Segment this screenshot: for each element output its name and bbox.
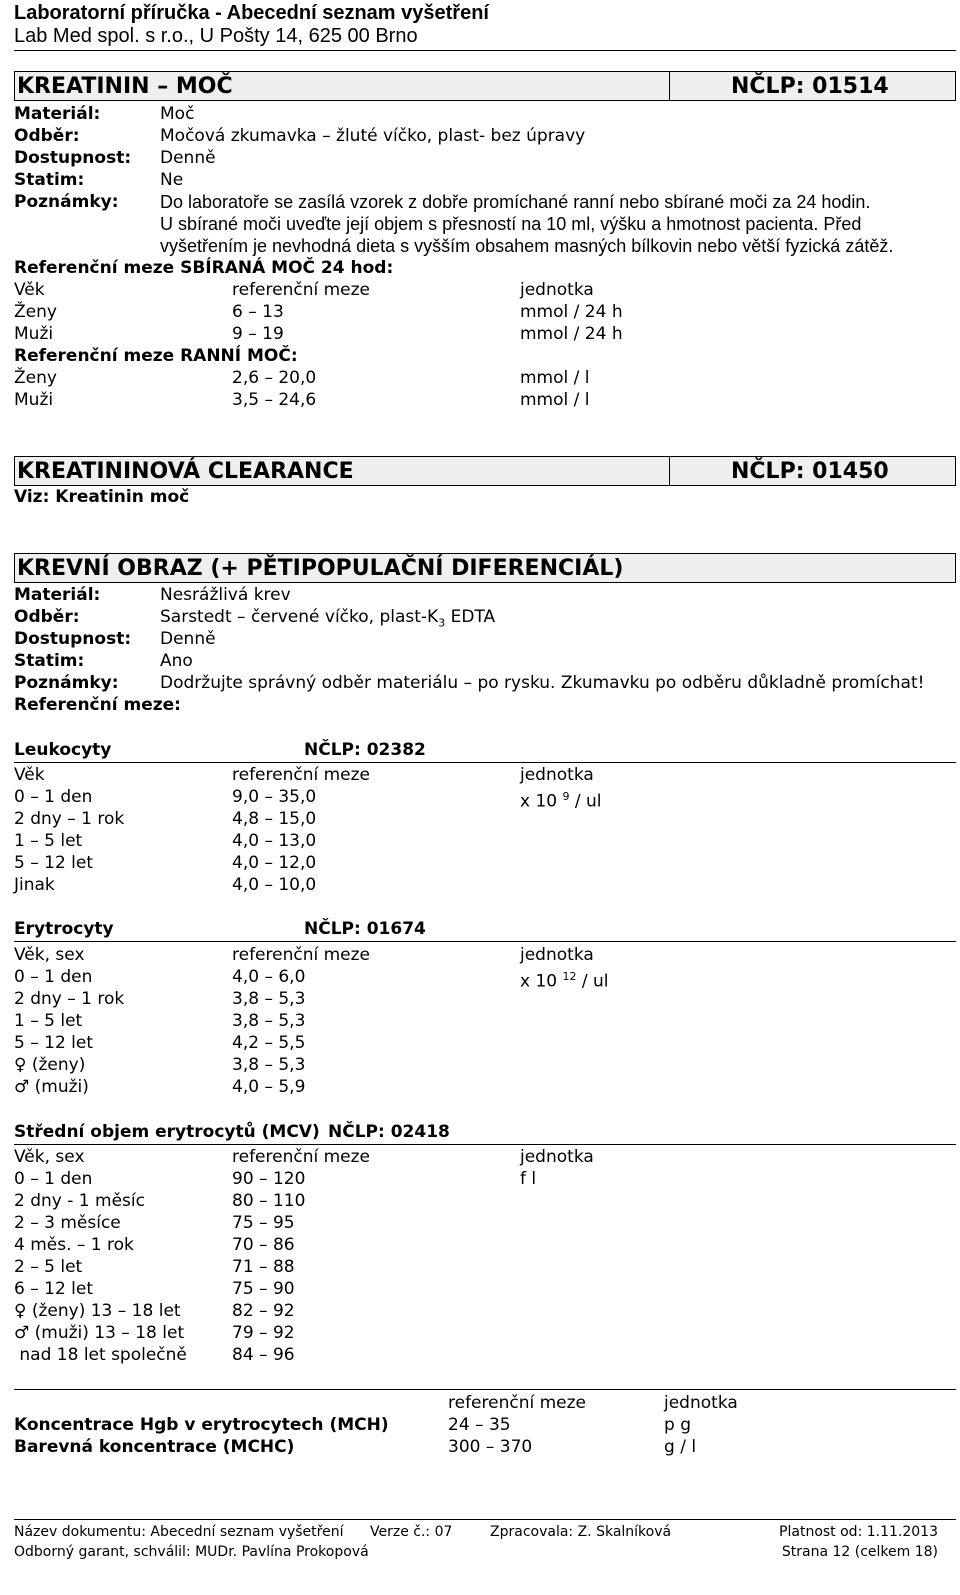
field-value: Moč <box>160 104 195 124</box>
section-title: KREATININ – MOČ <box>17 74 233 99</box>
table-cell: 5 – 12 let <box>14 853 94 873</box>
field-label: Statim: <box>14 170 85 190</box>
field-label: Materiál: <box>14 104 101 124</box>
field-value: Nesrážlivá krev <box>160 585 291 605</box>
section-header-kreatinin <box>14 71 956 101</box>
col-header: jednotka <box>520 280 594 300</box>
table-cell: Muži <box>14 324 54 344</box>
table-cell: 3,8 – 5,3 <box>232 1055 306 1075</box>
ref-label: Referenční meze: <box>14 695 181 715</box>
table-cell: 82 – 92 <box>232 1301 295 1321</box>
table-cell: 2 dny - 1 měsíc <box>14 1191 145 1211</box>
notes-label: Poznámky: <box>14 192 119 212</box>
table-cell: 3,5 – 24,6 <box>232 390 317 410</box>
field-label: Odběr: <box>14 607 80 627</box>
table-cell: 1 – 5 let <box>14 1011 83 1031</box>
unit-cell: x 10 $^9$ / ul <box>520 790 602 812</box>
table-cell: Ženy <box>14 302 57 322</box>
table-cell: 9 – 19 <box>232 324 284 344</box>
footer-author: Zpracovala: Z. Skalníková <box>490 1524 672 1540</box>
col-header: jednotka <box>520 945 594 965</box>
table-cell: 4,0 – 12,0 <box>232 853 317 873</box>
table-cell: Jinak <box>14 875 55 895</box>
field-value: Denně <box>160 148 216 168</box>
col-header: referenční meze <box>232 765 371 785</box>
table-cell: 75 – 90 <box>232 1279 295 1299</box>
field-value: Ano <box>160 651 193 671</box>
table-cell: 2 – 5 let <box>14 1257 83 1277</box>
analyte-name: Barevná koncentrace (MCHC) <box>14 1437 295 1457</box>
section-divider <box>669 457 670 485</box>
col-header: jednotka <box>520 765 594 785</box>
table-cell: 84 – 96 <box>232 1345 295 1365</box>
table-cell: 4,0 – 6,0 <box>232 967 306 987</box>
table-cell: 0 – 1 den <box>14 967 93 987</box>
analyte-name: Leukocyty <box>14 740 112 760</box>
table-cell: 2 dny – 1 rok <box>14 989 125 1009</box>
col-header: jednotka <box>664 1393 738 1413</box>
unit-cell: x 10 $^{12}$ / ul <box>520 970 609 992</box>
table-cell: ♂ (muži) <box>14 1077 89 1097</box>
nclp-code: NČLP: 01514 <box>731 74 889 99</box>
section-header-clearance <box>14 456 956 486</box>
header-divider <box>14 50 956 51</box>
notes-line: U sbírané moči uveďte její objem s přesností na 10 ml, výšku a hmotnost pacienta. Před <box>160 214 862 234</box>
footer-valid-from: Platnost od: 1.11.2013 <box>779 1524 938 1540</box>
col-header: Věk <box>14 765 45 785</box>
ref-title: Referenční meze RANNÍ MOČ: <box>14 346 298 366</box>
section-header-krevni-obraz <box>14 553 956 583</box>
unit-cell: p g <box>664 1415 691 1435</box>
section-title: KREVNÍ OBRAZ (+ PĚTIPOPULAČNÍ DIFERENCIÁL) <box>17 556 624 581</box>
table-cell: 70 – 86 <box>232 1235 295 1255</box>
table-cell: 6 – 13 <box>232 302 284 322</box>
col-header: referenční meze <box>232 945 371 965</box>
document-title: Laboratorní příručka - Abecední seznam vyšetření <box>14 2 489 24</box>
analyte-divider <box>14 941 956 942</box>
table-cell: 4,0 – 10,0 <box>232 875 317 895</box>
table-cell: nad 18 let společně <box>14 1345 187 1365</box>
col-header: referenční meze <box>232 280 371 300</box>
analyte-name: Koncentrace Hgb v erytrocytech (MCH) <box>14 1415 389 1435</box>
table-cell: mmol / 24 h <box>520 324 623 344</box>
table-cell: 3,8 – 5,3 <box>232 1011 306 1031</box>
table-cell: 24 – 35 <box>448 1415 511 1435</box>
field-value: Močová zkumavka – žluté víčko, plast- bez úpravy <box>160 126 586 146</box>
table-cell: mmol / 24 h <box>520 302 623 322</box>
col-header: referenční meze <box>232 1147 371 1167</box>
table-cell: ♂ (muži) 13 – 18 let <box>14 1323 185 1343</box>
table-cell: Muži <box>14 390 54 410</box>
footer-guarantor: Odborný garant, schválil: MUDr. Pavlína Prokopová <box>14 1544 369 1560</box>
analyte-name: Erytrocyty <box>14 919 114 939</box>
field-value: Denně <box>160 629 216 649</box>
table-cell: 4,0 – 5,9 <box>232 1077 306 1097</box>
table-cell: ♀ (ženy) <box>14 1055 86 1075</box>
table-cell: 4,2 – 5,5 <box>232 1033 306 1053</box>
col-header: jednotka <box>520 1147 594 1167</box>
table-cell: 300 – 370 <box>448 1437 533 1457</box>
table-cell: 75 – 95 <box>232 1213 295 1233</box>
table-cell: 0 – 1 den <box>14 1169 93 1189</box>
table-cell: Ženy <box>14 368 57 388</box>
field-label: Dostupnost: <box>14 629 132 649</box>
table-cell: 2,6 – 20,0 <box>232 368 317 388</box>
footer-version: Verze č.: 07 <box>370 1524 453 1540</box>
field-label: Dostupnost: <box>14 148 132 168</box>
ref-title: Referenční meze SBÍRANÁ MOČ 24 hod: <box>14 258 394 278</box>
table-cell: 4,0 – 13,0 <box>232 831 317 851</box>
col-header: Věk, sex <box>14 945 85 965</box>
analyte-name: Střední objem erytrocytů (MCV) <box>14 1122 320 1142</box>
col-header: Věk <box>14 280 45 300</box>
table-cell: mmol / l <box>520 368 590 388</box>
analyte-divider <box>14 1144 956 1145</box>
table-cell: 3,8 – 5,3 <box>232 989 306 1009</box>
table-cell: 4 měs. – 1 rok <box>14 1235 134 1255</box>
table-cell: 80 – 110 <box>232 1191 306 1211</box>
mch-divider <box>14 1389 956 1390</box>
nclp-code: NČLP: 02382 <box>304 740 426 760</box>
field-label: Odběr: <box>14 126 80 146</box>
table-cell: 0 – 1 den <box>14 787 93 807</box>
nclp-code: NČLP: 01450 <box>731 459 889 484</box>
footer-doc-name: Název dokumentu: Abecední seznam vyšetření <box>14 1524 344 1540</box>
section-title: KREATININOVÁ CLEARANCE <box>17 459 354 484</box>
table-cell: 5 – 12 let <box>14 1033 94 1053</box>
unit-cell: f l <box>520 1169 537 1189</box>
table-cell: 2 dny – 1 rok <box>14 809 125 829</box>
notes-line: Do laboratoře se zasílá vzorek z dobře promíchané ranní nebo sbírané moči za 24 hodin. <box>160 192 871 212</box>
table-cell: 1 – 5 let <box>14 831 83 851</box>
unit-cell: g / l <box>664 1437 697 1457</box>
nclp-code: NČLP: 01674 <box>304 919 426 939</box>
nclp-code: NČLP: 02418 <box>328 1122 450 1142</box>
table-cell: 90 – 120 <box>232 1169 306 1189</box>
footer-divider <box>14 1519 956 1520</box>
field-value: Dodržujte správný odběr materiálu – po rysku. Zkumavku po odběru důkladně promíchat! <box>160 673 925 693</box>
footer-page-number: Strana 12 (celkem 18) <box>781 1544 938 1560</box>
table-cell: 71 – 88 <box>232 1257 295 1277</box>
field-label: Materiál: <box>14 585 101 605</box>
col-header: Věk, sex <box>14 1147 85 1167</box>
field-value: Sarstedt – červené víčko, plast-$K_3$ EDTA <box>160 607 496 630</box>
table-cell: 4,8 – 15,0 <box>232 809 317 829</box>
table-cell: 6 – 12 let <box>14 1279 94 1299</box>
see-reference: Viz: Kreatinin moč <box>14 487 190 507</box>
field-label: Poznámky: <box>14 673 119 693</box>
notes-line: vyšetřením je nevhodná dieta s vyšším obsahem masných bílkovin nebo větší fyzická zátěž. <box>160 236 894 256</box>
table-cell: 9,0 – 35,0 <box>232 787 317 807</box>
section-divider <box>669 72 670 100</box>
table-cell: 2 – 3 měsíce <box>14 1213 121 1233</box>
analyte-divider <box>14 762 956 763</box>
lab-address: Lab Med spol. s r.o., U Pošty 14, 625 00 Brno <box>14 25 418 47</box>
field-label: Statim: <box>14 651 85 671</box>
field-value: Ne <box>160 170 184 190</box>
col-header: referenční meze <box>448 1393 587 1413</box>
table-cell: mmol / l <box>520 390 590 410</box>
table-cell: 79 – 92 <box>232 1323 295 1343</box>
table-cell: ♀ (ženy) 13 – 18 let <box>14 1301 181 1321</box>
